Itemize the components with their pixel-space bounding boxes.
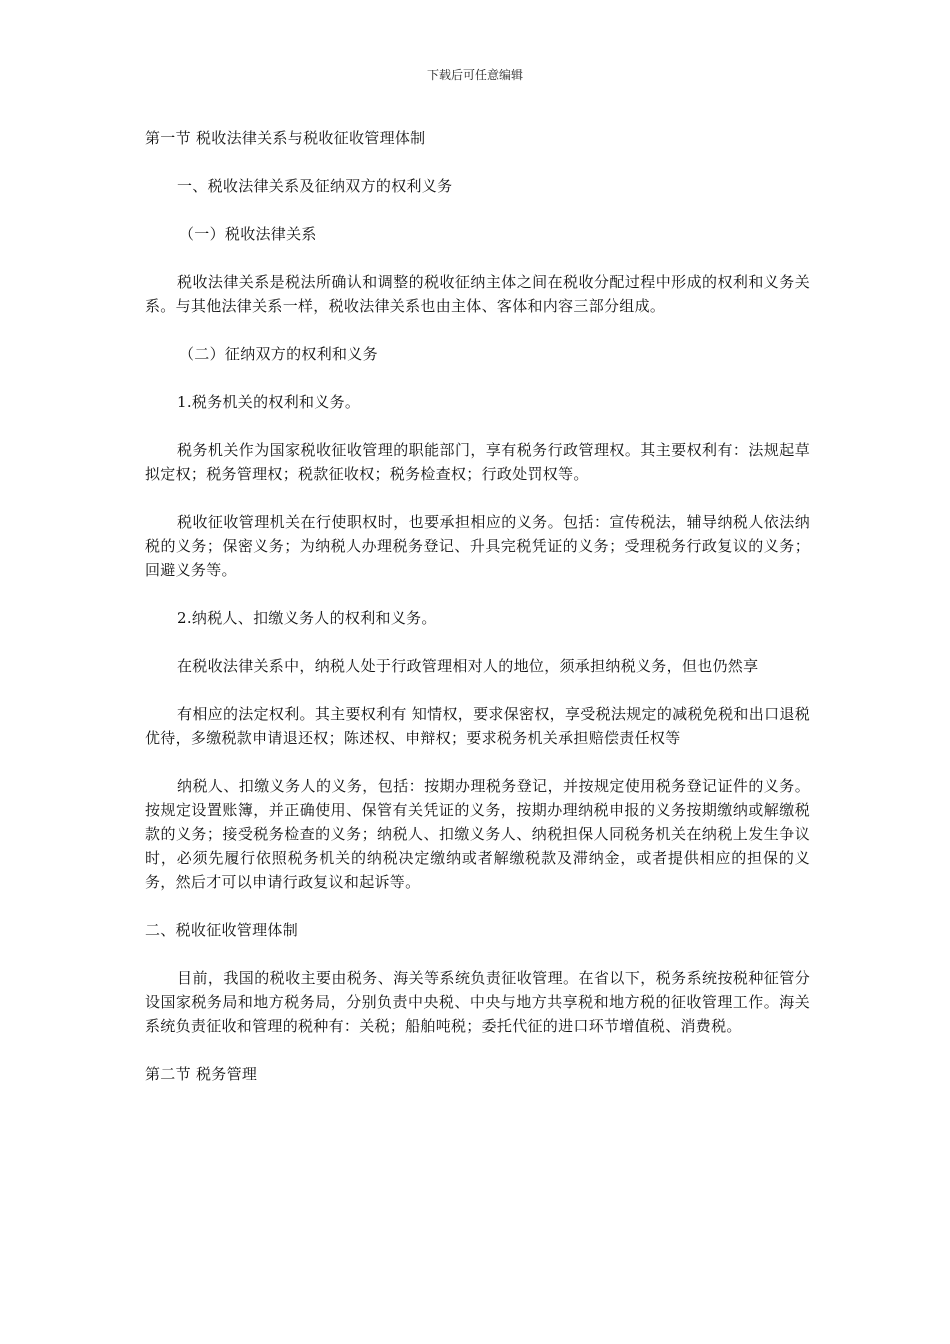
paragraph-legal-relation: 税收法律关系是税法所确认和调整的税收征纳主体之间在税收分配过程中形成的权利和义务关系。与其他法律关系一样，税收法律关系也由主体、客体和内容三部分组成。 [145, 273, 810, 315]
header-note: 下载后可任意编辑 [426, 68, 523, 82]
section2-title: 第二节 税务管理 [145, 1065, 258, 1083]
paragraph-tax-authority-rights: 税务机关作为国家税收征收管理的职能部门，享有税务行政管理权。其主要权利有：法规起草拟定权；税务管理权；税款征收权；税务检查权；行政处罚权等。 [145, 441, 810, 483]
section1-title: 第一节 税收法律关系与税收征收管理体制 [145, 129, 426, 147]
item2-heading: 2.纳税人、扣缴义务人的权利和义务。 [177, 609, 437, 627]
item1-heading: 1.税务机关的权利和义务。 [177, 393, 361, 411]
sub2-heading: （二）征纳双方的权利和义务 [179, 345, 378, 363]
document-body [145, 126, 810, 1110]
sub1-heading: （一）税收法律关系 [179, 225, 317, 243]
part2-heading: 二、税收征收管理体制 [145, 921, 299, 939]
paragraph-taxpayer-rights: 有相应的法定权利。其主要权利有 知情权，要求保密权，享受税法规定的减税免税和出口退税优待，多缴税款申请退还权；陈述权、申辩权；要求税务机关承担赔偿责任权等 [145, 705, 810, 747]
paragraph-taxpayer-intro: 在税收法律关系中，纳税人处于行政管理相对人的地位，须承担纳税义务，但也仍然享 [177, 657, 759, 675]
part1-heading: 一、税收法律关系及征纳双方的权利义务 [177, 177, 453, 195]
paragraph-tax-authority-duties: 税收征收管理机关在行使职权时，也要承担相应的义务。包括：宣传税法，辅导纳税人依法纳税的义务；保密义务；为纳税人办理税务登记、升具完税凭证的义务；受理税务行政复议的义务；回避义务等。 [145, 513, 810, 579]
paragraph-admin-system: 目前，我国的税收主要由税务、海关等系统负责征收管理。在省以下，税务系统按税种征管分设国家税务局和地方税务局，分别负责中央税、中央与地方共享税和地方税的征收管理工作。海关系统负责征收和管理的税种有：关税；船舶吨税；委托代征的进口环节增值税、消费税。 [145, 969, 810, 1035]
paragraph-taxpayer-duties: 纳税人、扣缴义务人的义务，包括：按期办理税务登记，并按规定使用税务登记证件的义务。按规定设置账簿，并正确使用、保管有关凭证的义务，按期办理纳税申报的义务按期缴纳或解缴税款的义务；接受税务检查的义务；纳税人、扣缴义务人、纳税担保人同税务机关在纳税上发生争议时，必须先履行依照税务机关的纳税决定缴纳或者解缴税款及滞纳金，或者提供相应的担保的义务，然后才可以申请行政复议和起诉等。 [145, 777, 810, 891]
